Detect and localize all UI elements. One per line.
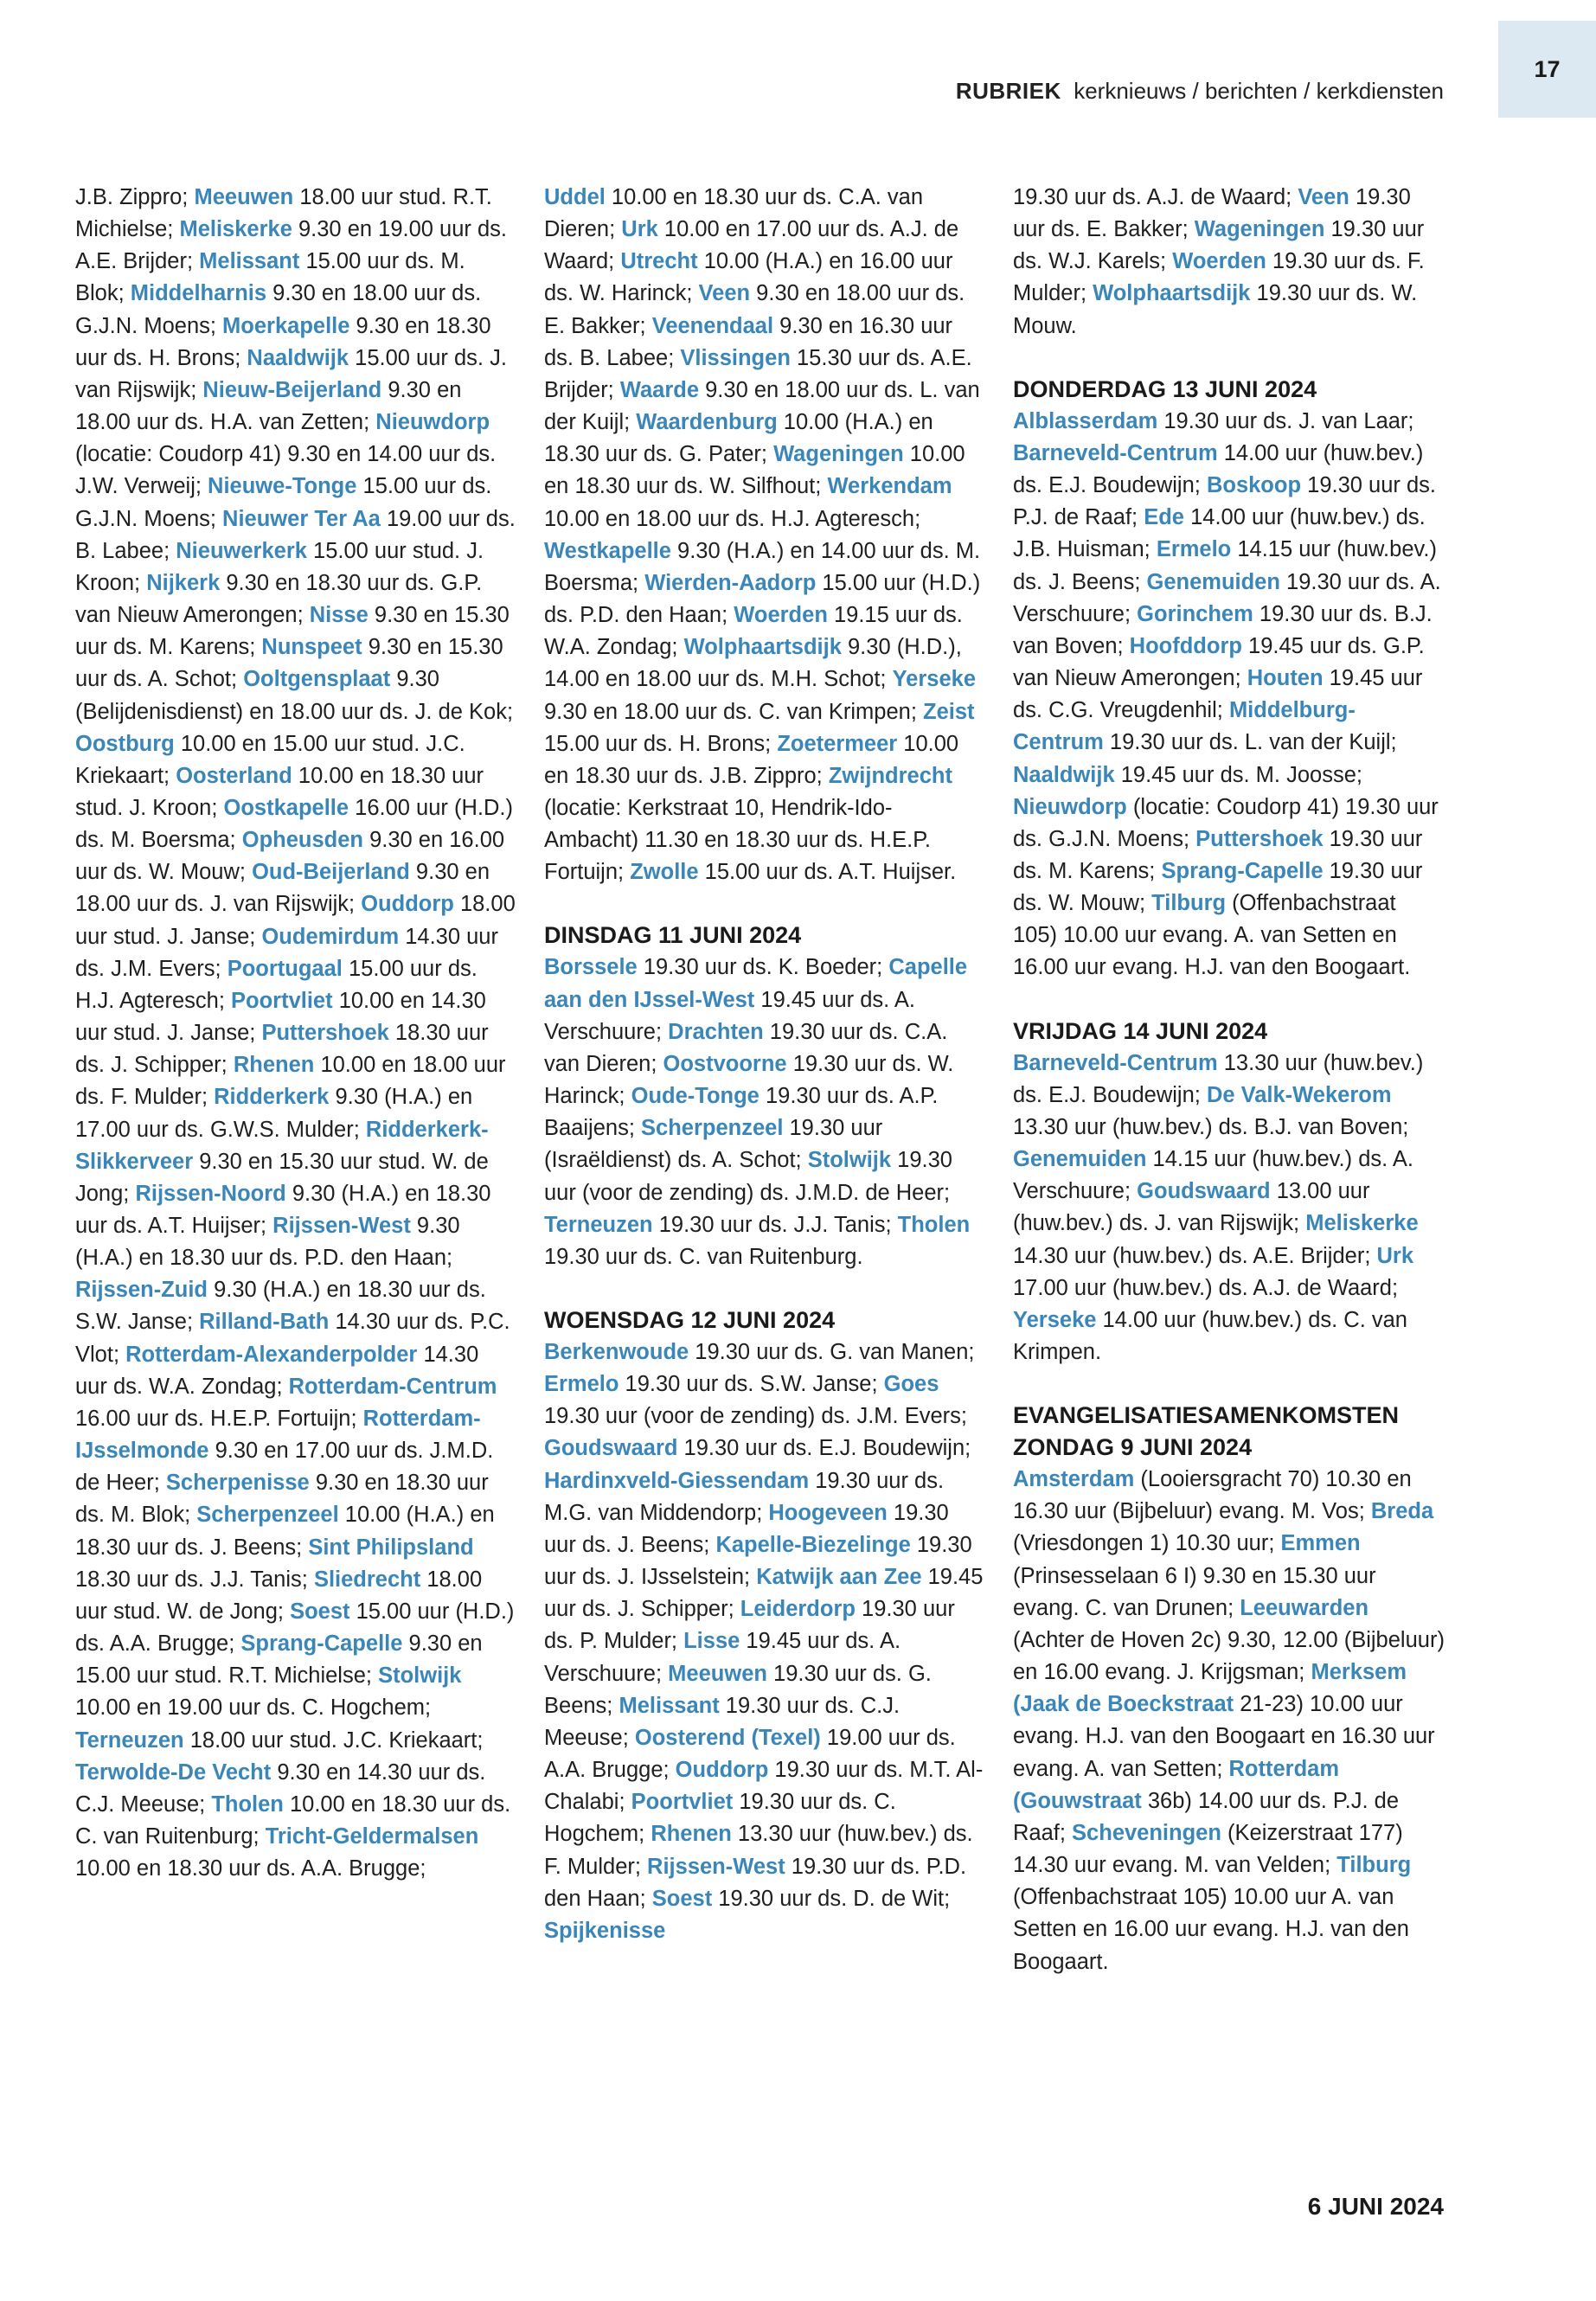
service-details: 9.30 en 14.30 uur ds. C.J. Meeuse; <box>75 1759 486 1817</box>
column-3 <box>1013 182 1445 1978</box>
place-name: Poortvliet <box>631 1790 734 1815</box>
service-details: 17.00 uur (huw.bev.) ds. A.J. de Waard; <box>1013 1275 1399 1300</box>
place-name: Breda <box>1370 1499 1434 1524</box>
service-details: 19.30 uur ds. A.J. de Waard; <box>1013 185 1298 209</box>
service-list <box>544 1336 985 1947</box>
service-details: 19.30 uur ds. J.J. Tanis; <box>652 1212 898 1237</box>
place-name: Ouddorp <box>675 1758 769 1783</box>
place-name: Zwolle <box>630 860 699 885</box>
service-details: 10.00 en 18.30 uur ds. W. Silfhout; <box>544 442 965 499</box>
service-details: 9.30 en 18.00 uur ds. E. Bakker; <box>544 281 965 338</box>
service-details: 9.30 en 15.30 uur stud. W. de Jong; <box>75 1149 489 1206</box>
service-details: 9.30 en 18.30 uur ds. M. Blok; <box>75 1471 489 1528</box>
place-name: Tholen <box>211 1791 284 1817</box>
place-name: Poortvliet <box>231 988 333 1013</box>
service-details: 18.30 uur ds. J.J. Tanis; <box>75 1567 314 1592</box>
section-heading: DINSDAG 11 JUNI 2024 <box>544 922 802 949</box>
service-details: 10.00 en 17.00 uur ds. A.J. de Waard; <box>544 217 959 274</box>
place-name: Sprang-Capelle <box>240 1631 403 1657</box>
service-details: 13.00 uur (huw.bev.) ds. J. van Rijswijk; <box>1013 1179 1370 1236</box>
service-details: 19.30 uur ds. K. Boeder; <box>637 955 889 980</box>
service-details: 19.30 uur ds. W. Mouw. <box>1013 281 1418 338</box>
place-name: Vlissingen <box>680 345 791 370</box>
place-name: Rotterdam-Centrum <box>288 1374 497 1399</box>
place-name: Gorinchem <box>1137 601 1253 626</box>
service-details: 18.00 uur stud. J.C. Kriekaart; <box>183 1727 484 1753</box>
service-details: 14.15 uur (huw.bev.) ds. A. Verschuure; <box>1013 1147 1413 1204</box>
place-name: Oostburg <box>75 731 175 756</box>
place-name: Soest <box>290 1599 350 1624</box>
service-details: 10.00 en 15.00 uur stud. J.C. Kriekaart; <box>75 731 465 788</box>
service-details: 14.00 uur (huw.bev.) ds. C. van Krimpen. <box>1013 1307 1407 1364</box>
service-details: (Offenbachstraat 105) 10.00 uur evang. A. van Setten en 16.00 uur evang. H.J. van den Boogaart. <box>1013 891 1411 980</box>
place-name: Stolwijk <box>807 1148 892 1173</box>
service-details: 19.30 uur ds. W. Harinck; <box>544 1051 954 1109</box>
service-details: 19.45 uur ds. A. Verschuure; <box>544 987 916 1044</box>
place-name: Rotterdam-IJsselmonde <box>75 1406 481 1464</box>
place-name: Oostvoorne <box>663 1051 787 1076</box>
place-name: Lisse <box>683 1629 740 1654</box>
service-list <box>1013 1464 1445 1978</box>
place-name: Oudemirdum <box>261 924 400 949</box>
place-name: Poortugaal <box>227 956 343 981</box>
place-name: Meliskerke <box>1305 1211 1419 1236</box>
place-name: Zeist <box>923 699 975 724</box>
place-name: Meeuwen <box>668 1661 767 1686</box>
service-details: 10.00 en 18.30 uur ds. C.A. van Dieren; <box>544 185 924 242</box>
service-details: 9.30 (H.A.) en 18.30 uur ds. P.D. den Haan; <box>75 1214 460 1271</box>
place-name: Houten <box>1247 666 1324 691</box>
place-name: Hoogeveen <box>768 1500 888 1525</box>
place-name: Stolwijk <box>378 1663 462 1689</box>
place-name: Amsterdam <box>1013 1467 1135 1492</box>
rubriek-subtitle: kerknieuws / berichten / kerkdiensten <box>1074 78 1444 104</box>
service-details: 10.00 en 18.30 uur ds. C. van Ruitenburg; <box>75 1791 511 1849</box>
service-details: 10.00 en 19.00 uur ds. C. Hogchem; <box>75 1695 432 1721</box>
service-list <box>1013 1048 1445 1369</box>
service-details: 9.30 (Belijdenisdienst) en 18.00 uur ds. J. de Kok; <box>75 667 514 724</box>
place-name: Puttershoek <box>1195 826 1324 851</box>
place-name: Oud-Beijerland <box>252 860 410 885</box>
service-details: (locatie: Coudorp 41) 9.30 en 14.00 uur ds. J.W. Verweij; <box>75 442 497 499</box>
service-details: 9.30 en 16.00 uur ds. W. Mouw; <box>75 828 505 885</box>
place-name: Wageningen <box>773 442 904 467</box>
place-name: Berkenwoude <box>544 1340 689 1364</box>
service-details: 18.00 uur stud. J. Janse; <box>75 892 516 949</box>
place-name: Scherpenzeel <box>196 1503 339 1528</box>
service-details: 19.45 uur ds. A. Verschuure; <box>544 1629 901 1686</box>
footer-date: 6 JUNI 2024 <box>1307 2193 1444 2220</box>
service-details: 9.30 (H.A.) en 14.00 uur ds. M. Boersma; <box>544 538 981 595</box>
place-name: Goes <box>883 1372 939 1397</box>
service-details: 9.30 en 15.30 uur ds. A. Schot; <box>75 635 503 692</box>
column-2 <box>544 182 985 1947</box>
service-details: 9.30 en 18.30 uur ds. G.P. van Nieuw Amerongen; <box>75 570 483 628</box>
service-details: 19.30 uur ds. W. Mouw; <box>1013 858 1423 916</box>
place-name: Tilburg <box>1336 1853 1412 1878</box>
place-name: Urk <box>1376 1243 1414 1268</box>
place-name: Moerkapelle <box>222 313 350 338</box>
place-name: Barneveld-Centrum <box>1013 440 1218 465</box>
service-details: 10.00 en 18.30 uur ds. J.B. Zippro; <box>544 731 959 788</box>
place-name: Genemuiden <box>1146 569 1280 594</box>
place-name: Tilburg <box>1151 891 1227 916</box>
place-name: Nisse <box>309 603 369 628</box>
place-name: Ridderkerk <box>214 1085 330 1110</box>
service-details: 15.00 uur ds. A.T. Huijser. <box>698 860 957 885</box>
service-list <box>1013 182 1445 343</box>
place-name: Oosterend (Texel) <box>634 1725 821 1750</box>
service-details: 9.30 en 18.00 uur ds. C. van Krimpen; <box>544 699 924 724</box>
service-details: J.B. Zippro; <box>75 185 195 209</box>
service-details: 15.00 uur ds. H. Brons; <box>544 731 778 756</box>
service-details: 19.30 uur (Israëldienst) ds. A. Schot; <box>544 1116 883 1173</box>
service-details: 15.00 uur ds. M. Blok; <box>75 249 465 306</box>
service-details: 19.30 uur (voor de zending) ds. J.M. Evers; <box>544 1404 967 1429</box>
place-name: Scheveningen <box>1072 1820 1221 1845</box>
place-name: Yerseke <box>892 667 977 692</box>
place-name: Drachten <box>668 1019 764 1044</box>
place-name: Wageningen <box>1194 217 1325 242</box>
service-details: 9.30 (H.A.) en 18.30 uur ds. S.W. Janse; <box>75 1278 486 1335</box>
service-details: (Looiersgracht 70) 10.30 en 16.30 uur (Bijbeluur) evang. M. Vos; <box>1013 1467 1412 1524</box>
service-details: 10.00 en 18.00 uur ds. H.J. Agteresch; <box>544 506 921 531</box>
service-details: 19.45 uur ds. C.G. Vreugdenhil; <box>1013 666 1423 723</box>
service-details: 19.30 uur ds. A.P. Baaijens; <box>544 1084 939 1141</box>
section-heading: DONDERDAG 13 JUNI 2024 <box>1013 375 1317 402</box>
place-name: Rhenen <box>233 1053 315 1078</box>
service-details: 10.00 (H.A.) en 18.30 uur ds. G. Pater; <box>544 410 933 467</box>
place-name: Zoetermeer <box>777 731 898 756</box>
rubriek-label: RUBRIEK <box>955 78 1061 104</box>
service-details: 19.30 uur ds. W.J. Karels; <box>1013 217 1425 274</box>
place-name: Oostkapelle <box>223 795 349 820</box>
service-details: 19.00 uur ds. B. Labee; <box>75 506 516 563</box>
place-name: Melissant <box>619 1693 720 1718</box>
service-details: 14.30 uur ds. P.C. Vlot; <box>75 1310 510 1367</box>
service-details: 19.30 uur ds. P.J. de Raaf; <box>1013 473 1436 530</box>
place-name: Naaldwijk <box>247 345 349 370</box>
place-name: Zwijndrecht <box>828 763 952 788</box>
place-name: Capelle aan den IJssel-West <box>544 955 968 1012</box>
service-details: 14.00 uur (huw.bev.) ds. E.J. Boudewijn; <box>1013 440 1424 498</box>
place-name: Oosterland <box>176 763 292 788</box>
service-details: 19.30 uur ds. J. IJsselstein; <box>544 1532 972 1590</box>
service-details: 15.00 uur ds. G.J.N. Moens; <box>75 474 492 531</box>
place-name: Terneuzen <box>544 1212 653 1237</box>
service-list <box>1013 406 1445 984</box>
place-name: Terneuzen <box>75 1727 184 1753</box>
service-details: 16.00 uur ds. H.E.P. Fortuijn; <box>75 1406 363 1431</box>
service-details: 9.30 (H.D.), 14.00 en 18.00 uur ds. M.H. Schot; <box>544 635 962 692</box>
service-details: 14.30 uur ds. J.M. Evers; <box>75 924 498 981</box>
service-details: 9.30 en 18.00 uur ds. L. van der Kuijl; <box>544 377 980 435</box>
column-1 <box>75 182 516 1885</box>
place-name: Ermelo <box>544 1372 619 1397</box>
service-details: (Offenbachstraat 105) 10.00 uur A. van Setten en 16.00 uur evang. H.J. van den Boogaart. <box>1013 1885 1409 1974</box>
service-details: 16.00 uur (H.D.) ds. M. Boersma; <box>75 795 513 853</box>
service-details: 19.30 uur ds. C. Hogchem; <box>544 1790 896 1847</box>
place-name: Naaldwijk <box>1013 762 1115 787</box>
service-details: 19.30 uur ds. C. van Ruitenburg. <box>544 1244 863 1269</box>
place-name: Tricht-Geldermalsen <box>265 1823 479 1849</box>
service-details: 19.15 uur ds. W.A. Zondag; <box>544 603 963 660</box>
place-name: Borssele <box>544 955 638 980</box>
service-details: 10.00 en 18.30 uur stud. J. Kroon; <box>75 763 484 820</box>
place-name: Rijssen-West <box>272 1214 411 1238</box>
service-details: 14.15 uur (huw.bev.) ds. J. Beens; <box>1013 537 1437 594</box>
place-name: Genemuiden <box>1013 1147 1147 1172</box>
service-details: 9.30 en 19.00 uur ds. A.E. Brijder; <box>75 217 507 274</box>
place-name: Nieuwer Ter Aa <box>222 506 381 531</box>
service-details: 19.30 uur ds. P. Mulder; <box>544 1597 955 1654</box>
place-name: Goudswaard <box>544 1436 678 1461</box>
service-details: 19.30 uur ds. P.D. den Haan; <box>544 1854 967 1911</box>
place-name: Sint Philipsland <box>308 1535 474 1560</box>
place-name: Middelburg-Centrum <box>1013 698 1356 755</box>
service-details: 36b) 14.00 uur ds. P.J. de Raaf; <box>1013 1788 1400 1845</box>
place-name: Hoofddorp <box>1129 633 1242 658</box>
service-details: 15.00 uur ds. H.J. Agteresch; <box>75 956 478 1013</box>
place-name: Spijkenisse <box>544 1918 666 1943</box>
place-name: Nunspeet <box>261 635 362 660</box>
service-details: 21-23) 10.00 uur evang. H.J. van den Boogaart en 16.30 uur evang. A. van Setten; <box>1013 1692 1435 1781</box>
service-details: 9.30 en 18.00 uur ds. G.J.N. Moens; <box>75 281 482 338</box>
place-name: Meliskerke <box>179 217 292 242</box>
service-list <box>75 182 516 1885</box>
place-name: Waardenburg <box>636 410 778 435</box>
place-name: Wierden-Aadorp <box>644 570 817 595</box>
place-name: Scherpenzeel <box>641 1116 784 1141</box>
place-name: Middelharnis <box>130 281 267 306</box>
place-name: Nieuwerkerk <box>176 538 307 563</box>
place-name: Uddel <box>544 185 606 209</box>
service-details: 14.30 uur ds. W.A. Zondag; <box>75 1342 479 1399</box>
place-name: Woerden <box>1172 249 1266 274</box>
service-details: 19.45 uur ds. G.P. van Nieuw Amerongen; <box>1013 633 1425 691</box>
place-name: Boskoop <box>1206 473 1302 498</box>
service-details: 19.30 uur ds. M. Karens; <box>1013 826 1423 883</box>
service-details: 19.30 uur (voor de zending) ds. J.M.D. de Heer; <box>544 1148 952 1205</box>
place-name: Hardinxveld-Giessendam <box>544 1468 810 1493</box>
service-details: 10.00 (H.A.) en 18.30 uur ds. J. Beens; <box>75 1503 495 1560</box>
service-details: 18.30 uur ds. J. Schipper; <box>75 1021 489 1078</box>
place-name: Wolphaartsdijk <box>683 635 842 660</box>
service-details: 15.30 uur ds. A.E. Brijder; <box>544 345 972 402</box>
service-details: 9.30 en 15.00 uur stud. R.T. Michielse; <box>75 1631 483 1689</box>
place-name: De Valk-Wekerom <box>1206 1082 1392 1107</box>
service-details: 9.30 en 18.00 uur ds. H.A. van Zetten; <box>75 377 462 435</box>
place-name: Rotterdam-Alexanderpolder <box>125 1342 418 1367</box>
place-name: Veen <box>1298 185 1349 209</box>
place-name: Waarde <box>619 377 700 402</box>
section-heading: WOENSDAG 12 JUNI 2024 <box>544 1307 836 1333</box>
place-name: Ooltgensplaat <box>243 667 391 692</box>
place-name: Veen <box>698 281 751 306</box>
service-details: 19.30 uur ds. L. van der Kuijl; <box>1103 730 1397 755</box>
place-name: Rijssen-Zuid <box>75 1278 208 1303</box>
page-header <box>956 78 1444 105</box>
service-details: 19.30 uur ds. A. Verschuure; <box>1013 569 1441 626</box>
service-details: 10.00 en 18.00 uur ds. F. Mulder; <box>75 1053 506 1110</box>
service-details: 19.30 uur ds. J. Beens; <box>544 1500 949 1557</box>
place-name: Oude-Tonge <box>631 1084 760 1109</box>
place-name: Rijssen-Noord <box>135 1181 286 1206</box>
service-details: 19.30 uur ds. J. van Laar; <box>1157 408 1414 433</box>
service-details: (Prinsesselaan 6 I) 9.30 en 15.30 uur evang. C. van Drunen; <box>1013 1563 1376 1620</box>
service-details: 18.00 uur stud. W. de Jong; <box>75 1567 483 1624</box>
service-details: 19.30 uur ds. C.J. Meeuse; <box>544 1693 901 1750</box>
service-details: 15.00 uur ds. J. van Rijswijk; <box>75 345 507 402</box>
place-name: Nieuw-Beijerland <box>202 377 382 402</box>
service-details: 19.00 uur ds. A.A. Brugge; <box>544 1725 956 1783</box>
place-name: Soest <box>651 1886 713 1911</box>
service-details: 19.30 uur ds. C.A. van Dieren; <box>544 1019 948 1076</box>
place-name: Sliedrecht <box>313 1567 421 1592</box>
service-details: (locatie: Coudorp 41) 19.30 uur ds. G.J.N. Moens; <box>1013 794 1439 851</box>
place-name: Katwijk aan Zee <box>756 1565 922 1590</box>
service-details: 9.30 (H.A.) en 17.00 uur ds. G.W.S. Mulder; <box>75 1085 473 1142</box>
place-name: Rilland-Bath <box>199 1310 330 1335</box>
service-details: 13.30 uur (huw.bev.) ds. E.J. Boudewijn; <box>1013 1050 1424 1107</box>
service-details: (Vriesdongen 1) 10.30 uur; <box>1013 1531 1281 1556</box>
service-details: 9.30 en 15.30 uur ds. M. Karens; <box>75 603 510 660</box>
place-name: Wolphaartsdijk <box>1093 281 1251 306</box>
place-name: Rhenen <box>651 1822 732 1847</box>
service-details: 14.30 uur (huw.bev.) ds. A.E. Brijder; <box>1013 1243 1377 1268</box>
place-name: Ermelo <box>1156 537 1232 562</box>
service-details: 14.00 uur (huw.bev.) ds. J.B. Huisman; <box>1013 505 1426 562</box>
service-details: 19.30 uur ds. B.J. van Boven; <box>1013 601 1433 658</box>
place-name: Meeuwen <box>194 185 294 209</box>
place-name: Nijkerk <box>146 570 221 595</box>
service-details: 10.00 en 14.30 uur stud. J. Janse; <box>75 988 486 1046</box>
place-name: Barneveld-Centrum <box>1013 1050 1218 1075</box>
place-name: Leeuwarden <box>1240 1595 1369 1620</box>
place-name: Urk <box>621 217 658 242</box>
service-details: 10.00 (H.A.) en 16.00 uur ds. W. Harinck; <box>544 249 953 306</box>
service-details: 19.30 uur ds. E. Bakker; <box>1013 185 1411 242</box>
service-details: 19.45 uur ds. J. Schipper; <box>544 1565 984 1622</box>
service-details: 9.30 en 18.00 uur ds. J. van Rijswijk; <box>75 860 490 917</box>
service-details: (Keizerstraat 177) 14.30 uur evang. M. van Velden; <box>1013 1820 1403 1878</box>
place-name: Nieuwe-Tonge <box>208 474 357 499</box>
service-details: 9.30 en 18.30 uur ds. H. Brons; <box>75 313 491 370</box>
service-details: 19.45 uur ds. M. Joosse; <box>1114 762 1362 787</box>
place-name: Kapelle-Biezelinge <box>715 1532 911 1557</box>
service-details: 19.30 uur ds. S.W. Janse; <box>619 1372 884 1397</box>
section-heading: VRIJDAG 14 JUNI 2024 <box>1013 1017 1268 1044</box>
place-name: Opheusden <box>241 828 363 853</box>
place-name: Emmen <box>1280 1531 1361 1556</box>
place-name: Nieuwdorp <box>375 410 490 435</box>
service-details: 19.30 uur ds. G. van Manen; <box>689 1340 975 1364</box>
service-details: 15.00 uur (H.D.) ds. P.D. den Haan; <box>544 570 981 628</box>
service-list <box>544 952 985 1273</box>
service-details: 15.00 uur (H.D.) ds. A.A. Brugge; <box>75 1599 515 1657</box>
place-name: Tholen <box>897 1212 971 1237</box>
place-name: Terwolde-De Vecht <box>75 1759 272 1785</box>
service-details: 13.30 uur (huw.bev.) ds. F. Mulder; <box>544 1822 973 1879</box>
service-details: (Achter de Hoven 2c) 9.30, 12.00 (Bijbeluur) en 16.00 evang. J. Krijgsman; <box>1013 1627 1445 1685</box>
service-details: 19.30 uur ds. F. Mulder; <box>1013 249 1425 306</box>
place-name: Alblasserdam <box>1013 408 1158 433</box>
place-name: Rotterdam (Gouwstraat <box>1013 1756 1340 1813</box>
place-name: Woerden <box>734 603 828 628</box>
service-details: 10.00 en 18.30 uur ds. A.A. Brugge; <box>75 1856 426 1881</box>
place-name: Goudswaard <box>1137 1179 1271 1204</box>
service-details: 9.30 en 16.30 uur ds. B. Labee; <box>544 313 953 370</box>
service-details: 9.30 en 17.00 uur ds. J.M.D. de Heer; <box>75 1439 494 1496</box>
service-details: 15.00 uur stud. J. Kroon; <box>75 538 484 595</box>
place-name: Ridderkerk-Slikkerveer <box>75 1117 489 1174</box>
place-name: Scherpenisse <box>165 1471 310 1496</box>
place-name: Puttershoek <box>261 1021 389 1046</box>
section-heading: EVANGELISATIESAMENKOMSTEN ZONDAG 9 JUNI 2024 <box>1013 1402 1400 1461</box>
service-details: 9.30 (H.A.) en 18.30 uur ds. A.T. Huijser; <box>75 1181 491 1238</box>
service-details: 19.30 uur ds. D. de Wit; <box>712 1886 951 1911</box>
service-details: 13.30 uur (huw.bev.) ds. B.J. van Boven; <box>1013 1114 1409 1139</box>
place-name: Sprang-Capelle <box>1161 858 1324 883</box>
service-details: 19.30 uur ds. E.J. Boudewijn; <box>677 1436 971 1461</box>
service-details: 19.30 uur ds. M.G. van Middendorp; <box>544 1468 945 1525</box>
place-name: Yerseke <box>1013 1307 1097 1332</box>
place-name: Nieuwdorp <box>1013 794 1127 819</box>
place-name: Veenendaal <box>651 313 774 338</box>
service-details: (locatie: Kerkstraat 10, Hendrik-Ido-Ambacht) 11.30 en 18.30 uur ds. H.E.P. Fortuijn; <box>544 795 931 885</box>
place-name: Melissant <box>199 249 300 274</box>
place-name: Ede <box>1144 505 1184 530</box>
place-name: Merksem (Jaak de Boeckstraat <box>1013 1660 1407 1717</box>
place-name: Utrecht <box>620 249 698 274</box>
place-name: Rijssen-West <box>647 1854 785 1879</box>
page-number: 17 <box>1498 21 1596 118</box>
service-details: 18.00 uur stud. R.T. Michielse; <box>75 185 492 242</box>
service-list <box>544 182 985 888</box>
place-name: Westkapelle <box>544 538 671 563</box>
place-name: Werkendam <box>827 474 952 499</box>
service-details: 19.30 uur ds. M.T. Al-Chalabi; <box>544 1758 984 1815</box>
place-name: Leiderdorp <box>740 1597 856 1622</box>
place-name: Ouddorp <box>361 892 454 917</box>
service-details: 19.30 uur ds. G. Beens; <box>544 1661 932 1718</box>
